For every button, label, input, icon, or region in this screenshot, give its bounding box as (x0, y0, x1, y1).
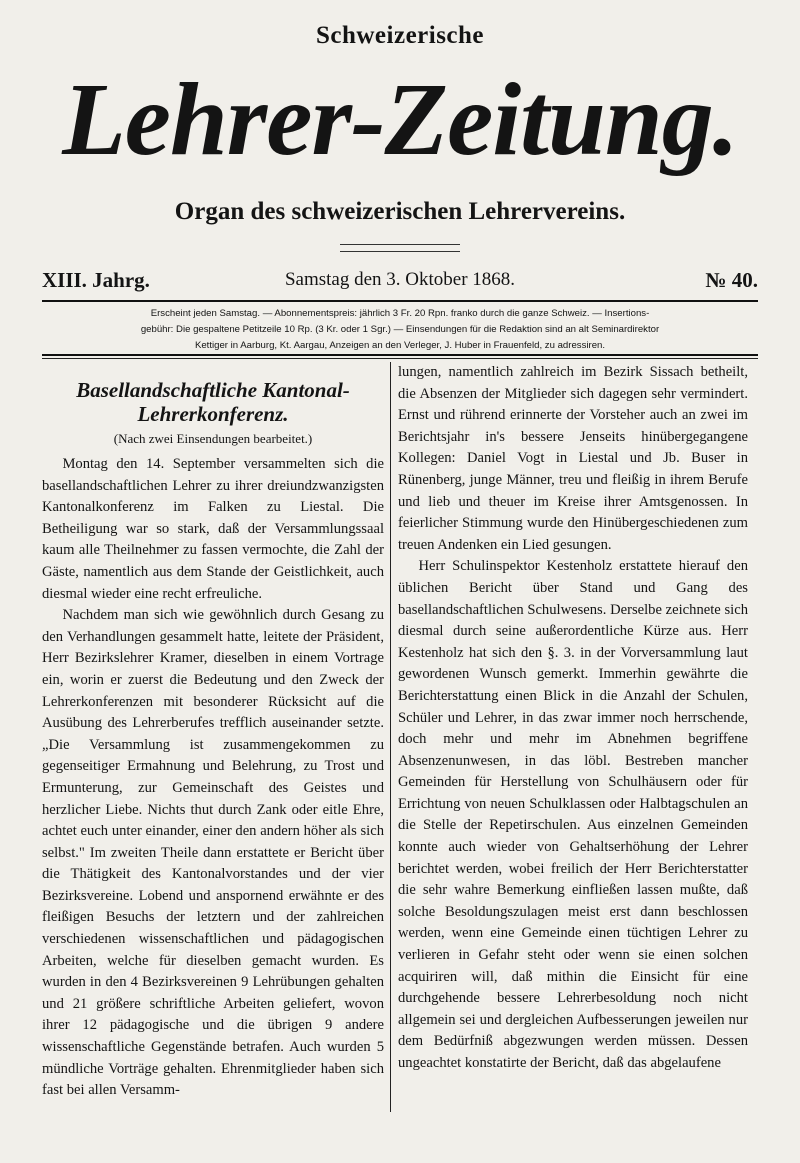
dateline (42, 268, 758, 298)
issue-number: № 40. (705, 268, 758, 292)
article-title-line: Basellandschaftliche Kantonal- (76, 378, 350, 402)
paragraph: Nachdem man sich wie gewöhnlich durch Gesang zu den Verhandlungen gesammelt hatte, leitete der Präsident, Herr Bezirkslehrer Kramer, dieselben in einem Vortrage ein, worin er zuerst die Bedeutung und den Zweck der Lehrerkonferenzen mit besonderer Rücksicht auf die Ausübung des Lehrerberufes trefflich auseinander setzte. „Die Versammlung ist zusammengekommen zu gegenseitiger Ermahnung und Belehrung, zu Trost und Ermunterung, zur Gemeinschaft des Geistes und herzlicher Liebe. Nichts thut durch Zank oder eitle Ehre, achtet euch unter einander, einer den andern höher als sich selbst." Im zweiten Theile dann erstattete er Bericht über die Thätigkeit des Kantonalvorstandes und der vier Bezirksvereine. Lobend und anspornend erwähnte er des fleißigen Besuchs der letztern und der zahlreichen verschiedenen wissenschaftlichen und pädagogischen Arbeiten, welche für dieselben gemacht wurden. Es wurden in den 4 Bezirksvereinen 9 Lehrübungen gehalten und 21 größere schriftliche Arbeiten geliefert, wovon ihrer 12 pädagogische und die übrigen 9 andere wissenschaftliche Gegenstände betrafen. Auch wurden 5 mündliche Vorträge gehalten. Ehrenmitglieder haben sich fast bei allen Versamm- (42, 607, 384, 1099)
info-line: Kettiger in Aarburg, Kt. Aargau, Anzeigen an den Verleger, J. Huber in Frauenfeld, zu adressiren. (194, 340, 606, 351)
article-subtitle: (Nach zwei Einsendungen bearbeitet.) (113, 431, 313, 446)
issue-date: Samstag den 3. Oktober 1868. (284, 269, 516, 290)
article-title (42, 378, 384, 426)
paragraph: Herr Schulinspektor Kestenholz erstattete hierauf den üblichen Bericht über Stand und Gang des basellandschaftlichen Schulwesens. Derselbe zeichnete sich diesmal durch seine außerordentliche Kürze aus. Herr Kestenholz hat sich den §. 3. in der Vorversammlung laut gewordenen Wunsch gemerkt. Immerhin gewährte die Berichterstattung einen Blick in die Anzahl der Schulen, Schüler und Lehrer, in das zwar immer noch herrschende, doch mehr und mehr im Abnehmen begriffene Absenzenunwesen, in das löbl. Bestreben mancher Gemeinden für Herstellung von Schulhäusern oder für Errichtung von neuen Schulklassen oder Halbtagschulen an die Stelle der Repetirschulen. Aus einzelnen Gemeinden konnte auch wieder von Gehaltserhöhung der Lehrer berichtet werden, wobei freilich der Herr Berichterstatter die sehr wahre Bemerkung einfließen lassen mußte, daß solche Besoldungszulagen meist erst dann beschlossen werden, wenn eine Gemeinde einen tüchtigen Lehrer zu verlieren in Gefahr steht oder wenn sie einen solchen acquiriren will, daß mithin die Einsicht für eine durchgehende bessere Lehrerbesoldung noch nicht allgemein sei und dergleichen Aufbesserungen jeweilen nur dem Bedürfniß abgezwungen werden müssen. Dessen ungeachtet konstatirte der Bericht, daß das abgelaufene (398, 558, 748, 1071)
ornament-divider (340, 244, 460, 252)
paragraph: lungen, namentlich zahlreich im Bezirk Sissach betheilt, die Absenzen der Mitglieder sich dagegen sehr vermindert. Ernst und rührend erinnerte der Vorsteher auch an zwei im Berichtsjahr in's bessere Jenseits hinübergegangene Kollegen: Daniel Vogt in Liestal und Jb. Buser in Rünenberg, junge Männer, treu und fleißig in ihrem Berufe und lieb und theuer im Kreise ihrer Amtsgenossen. In feierlicher Stimmung wurde den Hinübergeschiedenen zum treuen Andenken ein Lied gesungen. (398, 364, 748, 553)
volume-label: XIII. Jahrg. (42, 268, 150, 292)
masthead-title: Lehrer-Zeitung. (62, 62, 738, 177)
organ-subtitle: Organ des schweizerischen Lehrervereins. (174, 198, 626, 225)
column-divider (390, 362, 391, 1112)
rule-bottom (42, 354, 758, 356)
subscription-info (42, 306, 758, 354)
info-line: gebühr: Die gespaltene Petitzeile 10 Rp. (3 Kr. oder 1 Sgr.) — Einsendungen für die Redaktion sind an alt Seminardirektor (140, 324, 660, 335)
rule-bottom-thin (42, 358, 758, 359)
paragraph: Montag den 14. September versammelten sich die basellandschaftlichen Lehrer zu ihrer dreiundzwanzigsten Kantonalkonferenz im Falken zu Liestal. Die Betheiligung war so stark, daß der Versammlungssaal kaum alle Theilnehmer zu fassen vermochte, die Zahl der Gäste, namentlich aus dem Stande der Geistlichkeit, auch diesmal wieder eine recht erfreuliche. (42, 456, 384, 602)
rule-top (42, 300, 758, 302)
column-right (398, 362, 748, 1075)
info-line: Erscheint jeden Samstag. — Abonnementspreis: jährlich 3 Fr. 20 Rpn. franko durch die ganze Schweiz. — Insertions- (150, 308, 650, 319)
kicker-title: Schweizerische (315, 22, 485, 49)
article-title-line: Lehrerkonferenz. (137, 402, 289, 426)
column-left (42, 362, 384, 1102)
